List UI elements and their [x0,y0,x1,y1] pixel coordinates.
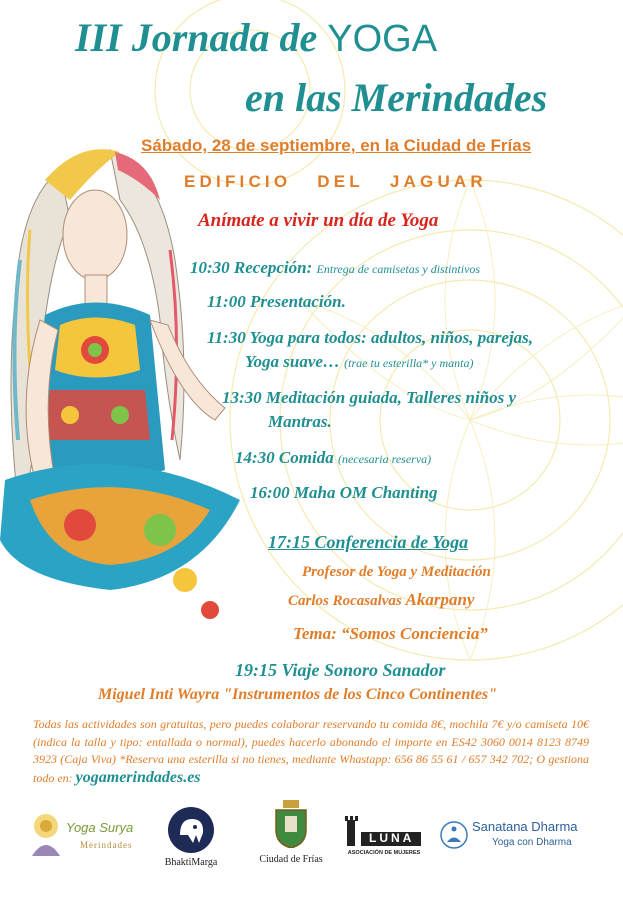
logo-luna-sub: ASOCIACIÓN DE MUJERES [347,850,421,856]
conference-title: 17:15 Conferencia de Yoga [268,532,469,552]
venue [184,172,513,192]
event-date: Sábado, 28 de septiembre, en la Ciudad de Frías [141,136,532,155]
program-item-1-main: 10:30 Recepción: [190,258,313,277]
closing-title: 19:15 Viaje Sonoro Sanador [235,660,446,680]
program-item-4-main: 13:30 Meditación guiada, Talleres niños y [222,388,517,407]
program-item-3b [245,352,473,372]
elephant-logo-icon [166,805,216,855]
closing-subtitle: Miguel Inti Wayra "Instrumentos de los Cinco Continentes" [98,686,498,703]
coat-of-arms-icon [274,800,308,848]
venue-word-3: JAGUAR [389,172,487,191]
title-prefix: III Jornada de [75,15,318,60]
logo-ciudad-de-frias [256,800,326,872]
venue-word-1: EDIFICIO [184,172,292,191]
program-item-3b-note: (trae tu esterilla* y manta) [344,356,474,370]
venue-word-2: DEL [317,172,364,191]
program-item-5-main: 14:30 Comida [235,448,334,467]
website-link[interactable]: yogamerindades.es [75,768,201,786]
logo-yoga-surya-sub: Merindades [80,840,133,850]
program-item-4b-main: Mantras. [268,412,332,431]
logo-luna-name: LUNA [369,831,415,845]
lotus-logo-icon [28,812,64,860]
footer-info [33,716,589,787]
program-item-5 [235,448,431,468]
program-item-3-main: 11:30 Yoga para todos: adultos, niños, parejas, [207,328,534,347]
logo-bhaktimarga-name: BhaktiMarga [164,857,218,868]
logo-sanatana-dharma [440,815,590,861]
program-item-4b [268,412,332,432]
speaker-name: Carlos Rocasalvas [288,593,402,609]
logo-luna [343,812,423,864]
logo-ciudad-de-frias-name: Ciudad de Frías [259,854,323,865]
program-item-6 [250,483,438,503]
program-item-2-main: 11:00 Presentación. [207,292,346,311]
program-item-2 [207,292,346,312]
speaker-alias: Akarpany [405,590,475,609]
logo-sanatana-sub: Yoga con Dharma [492,837,572,848]
footer-info-text: Todas las actividades son gratuitas, pero puedes colaborar reservando tu comida 8€, mochila 7€ y/o camiseta 10€ (indica la talla y tipo: entallada o normal), puedes hacerlo abonando el importe en ES42 3060 0014 8123 8749 3923 (Caja Viva) *Reserva una esterilla si no tienes, mediante Whastapp: 656 86 55 61 / 657 342 702; O gestiona todo en: [33,717,589,785]
conference-theme: Tema: “Somos Conciencia” [293,624,488,643]
title-line-2: en las Merindades [245,75,548,120]
program-item-3b-main: Yoga suave… [245,352,340,371]
program-item-5-note: (necesaria reserva) [337,452,432,466]
title-line-1 [75,14,437,61]
logo-yoga-surya [28,808,138,864]
title-yoga-word: YOGA [327,18,438,60]
program-item-6-main: 16:00 Maha OM Chanting [250,483,438,502]
program-item-3 [207,328,533,348]
tagline: Anímate a vivir un día de Yoga [198,210,439,231]
program-item-4 [222,388,516,408]
logo-bhaktimarga [160,805,222,871]
logo-yoga-surya-name: Yoga Surya [66,820,134,835]
meditation-logo-icon [440,821,468,849]
program-item-1-note: Entrega de camisetas y distintivos [316,262,481,276]
conference-role: Profesor de Yoga y Meditación [302,564,491,580]
program-item-1 [190,258,480,278]
logo-sanatana-name: Sanatana Dharma [472,819,578,834]
conference-speaker [288,590,474,610]
